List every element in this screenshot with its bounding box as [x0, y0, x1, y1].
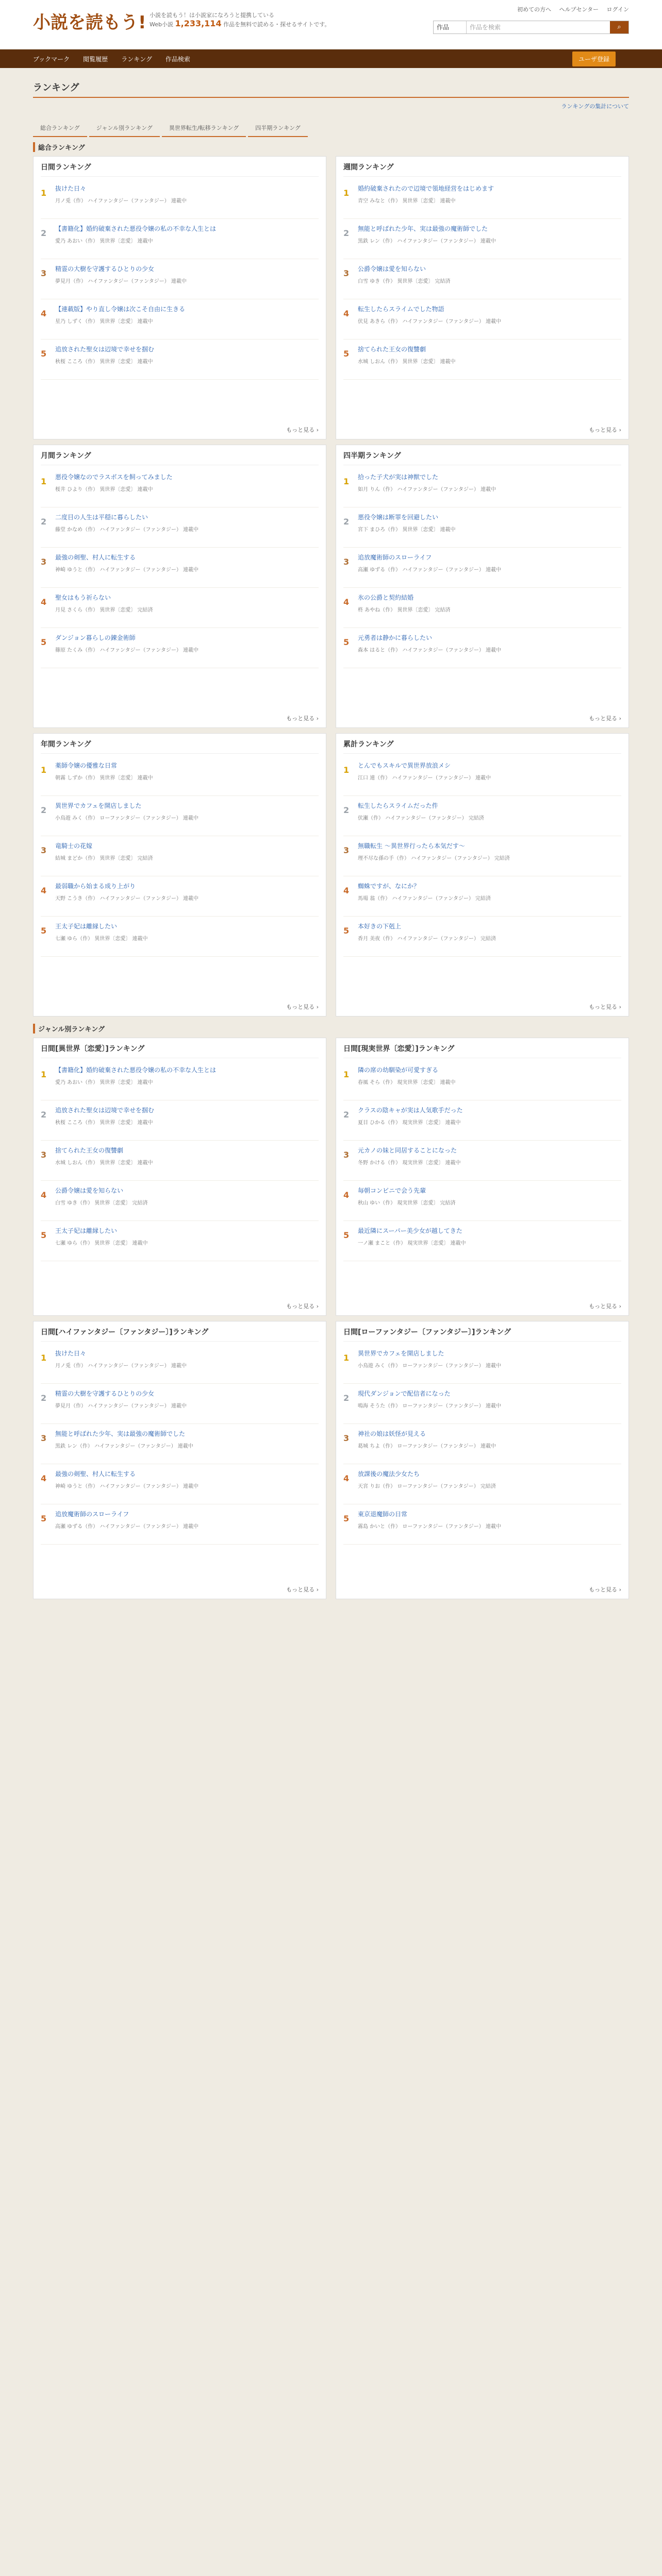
- rank-number: 5: [343, 1514, 350, 1523]
- ranking-item: [41, 259, 319, 299]
- ranking-item: [41, 219, 319, 259]
- novel-title-link[interactable]: 異世界でカフェを開店しました: [55, 802, 142, 809]
- main-content: [33, 77, 629, 1599]
- novel-meta: 黒鉄 レン（作） ハイファンタジー（ファンタジー） 連載中: [358, 239, 496, 244]
- novel-title-link[interactable]: 最弱職から始まる成り上がり: [55, 883, 136, 890]
- ranking-item: [41, 876, 319, 917]
- ranking-item: [343, 1464, 621, 1504]
- novel-meta: 星乃 しずく（作） 異世界〔恋愛〕 連載中: [55, 319, 153, 325]
- nav-search[interactable]: 作品検索: [165, 55, 190, 63]
- novel-title-link[interactable]: 抜けた日々: [55, 185, 87, 192]
- ranking-item: [41, 1181, 319, 1221]
- ranking-card-title: 日間[ローファンタジー〔ファンタジー〕]ランキング: [343, 1327, 621, 1342]
- ranking-item: [343, 340, 621, 380]
- novel-title-link[interactable]: クラスの陰キャが実は人気歌手だった: [358, 1107, 463, 1114]
- search-input[interactable]: 作品を検索: [470, 24, 501, 31]
- rank-number: 3: [41, 845, 47, 855]
- overall-grid: [33, 156, 629, 1016]
- rank-number: 1: [41, 477, 47, 486]
- ranking-item: [41, 1141, 319, 1181]
- rank-number: 3: [41, 557, 47, 567]
- novel-title-link[interactable]: 放課後の魔法少女たち: [358, 1470, 420, 1478]
- novel-title-link[interactable]: 公爵令嬢は愛を知らない: [358, 265, 426, 273]
- ranking-card: [336, 1038, 629, 1316]
- novel-meta: 白雪 ゆき（作） 異世界〔恋愛〕 完結済: [55, 1200, 148, 1206]
- ranking-item: [41, 179, 319, 219]
- novel-title-link[interactable]: 捨てられた王女の復讐劇: [358, 346, 426, 353]
- novel-title-link[interactable]: 追放された聖女は辺境で幸せを掴む: [55, 346, 155, 353]
- ranking-card: [336, 1321, 629, 1599]
- rank-number: 2: [343, 228, 350, 238]
- novel-meta: 理不尽な孫の手（作） ハイファンタジー（ファンタジー） 完結済: [358, 856, 510, 861]
- rank-number: 3: [41, 1150, 47, 1160]
- ranking-item: [41, 1221, 319, 1261]
- novel-title-link[interactable]: 元勇者は静かに暮らしたい: [358, 634, 433, 641]
- ranking-item: [343, 836, 621, 876]
- ranking-card-title: 四半期ランキング: [343, 450, 621, 465]
- tab-genre[interactable]: ジャンル別ランキング: [89, 120, 160, 137]
- tab-isekai[interactable]: 異世界転生/転移ランキング: [162, 120, 246, 137]
- ranking-item: [41, 917, 319, 957]
- novel-title-link[interactable]: 悪役令嬢なのでラスボスを飼ってみました: [55, 473, 173, 481]
- ranking-item: [41, 1424, 319, 1464]
- novel-title-link[interactable]: 薬師令嬢の優雅な日常: [55, 762, 118, 769]
- rank-number: 1: [343, 1070, 350, 1079]
- novel-title-link[interactable]: 王太子妃は離縁したい: [55, 1227, 118, 1234]
- novel-title-link[interactable]: 【連載版】やり直し令嬢は次こそ自由に生きる: [55, 306, 186, 313]
- novel-meta: 七瀬 ゆら（作） 異世界〔恋愛〕 連載中: [55, 936, 148, 942]
- novel-meta: 霧島 かいと（作） ローファンタジー（ファンタジー） 連載中: [358, 1524, 501, 1530]
- rank-number: 3: [343, 268, 350, 278]
- rank-number: 1: [41, 1070, 47, 1079]
- novel-meta: 宮下 まひろ（作） 異世界〔恋愛〕 連載中: [358, 527, 456, 533]
- rank-number: 2: [41, 228, 47, 238]
- novel-meta: 秋桜 こころ（作） 異世界〔恋愛〕 連載中: [55, 1120, 153, 1126]
- ranking-card-title: 累計ランキング: [343, 739, 621, 754]
- rank-number: 1: [343, 765, 350, 775]
- rank-number: 1: [41, 188, 47, 198]
- ranking-tabs: [33, 120, 629, 137]
- rank-number: 2: [41, 1393, 47, 1403]
- ranking-help-link[interactable]: ランキングの集計について: [561, 103, 629, 110]
- rank-number: 3: [343, 1433, 350, 1443]
- search-button[interactable]: [610, 21, 628, 33]
- rank-number: 1: [343, 477, 350, 486]
- more-link[interactable]: もっと見る ›: [589, 427, 621, 433]
- first-time-link[interactable]: 初めての方へ: [517, 6, 552, 13]
- more-link[interactable]: もっと見る ›: [589, 715, 621, 722]
- novel-meta: 高瀬 ゆずる（作） ハイファンタジー（ファンタジー） 連載中: [55, 1524, 199, 1530]
- ranking-item: [343, 548, 621, 588]
- ranking-item: [41, 1504, 319, 1545]
- novel-title-link[interactable]: 最強の剣聖、村人に転生する: [55, 554, 136, 561]
- novel-title-link[interactable]: 婚約破棄されたので辺境で領地経営をはじめます: [358, 185, 494, 192]
- ranking-item: [343, 1384, 621, 1424]
- novel-title-link[interactable]: 捨てられた王女の復讐劇: [55, 1147, 124, 1154]
- ranking-card-title: 月間ランキング: [41, 450, 319, 465]
- rank-number: 4: [343, 1190, 350, 1200]
- novel-title-link[interactable]: 追放魔術師のスローライフ: [55, 1511, 129, 1518]
- novel-meta: 朝霧 しずか（作） 異世界〔恋愛〕 連載中: [55, 775, 153, 781]
- novel-meta: 秋山 ゆい（作） 現実世界〔恋愛〕 完結済: [358, 1200, 456, 1206]
- rank-number: 2: [41, 1110, 47, 1120]
- novel-meta: 冬野 かける（作） 現実世界〔恋愛〕 連載中: [358, 1160, 461, 1166]
- novel-title-link[interactable]: 無能と呼ばれた少年、実は最強の魔術師でした: [55, 1430, 186, 1437]
- nav-history[interactable]: 閲覧履歴: [83, 55, 108, 63]
- novel-title-link[interactable]: 聖女はもう祈らない: [55, 594, 111, 601]
- novel-title-link[interactable]: 追放された聖女は辺境で幸せを掴む: [55, 1107, 155, 1114]
- novel-meta: 神崎 ゆうと（作） ハイファンタジー（ファンタジー） 連載中: [55, 567, 199, 573]
- ranking-card: [33, 733, 326, 1016]
- more-link[interactable]: もっと見る ›: [589, 1004, 621, 1010]
- ranking-item: [343, 507, 621, 548]
- top-links: [511, 5, 629, 13]
- novel-meta: 水城 しおん（作） 異世界〔恋愛〕 連載中: [55, 1160, 153, 1166]
- rank-number: 5: [41, 1230, 47, 1240]
- ranking-item: [343, 588, 621, 628]
- novel-meta: 森本 はると（作） ハイファンタジー（ファンタジー） 連載中: [358, 648, 502, 653]
- ranking-card-title: 年間ランキング: [41, 739, 319, 754]
- rank-number: 3: [343, 1150, 350, 1160]
- ranking-card-title: 週間ランキング: [343, 162, 621, 177]
- novel-title-link[interactable]: ダンジョン暮らしの錬金術師: [55, 634, 136, 641]
- ranking-card-title: 日間ランキング: [41, 162, 319, 177]
- ranking-item: [343, 1344, 621, 1384]
- nav-ranking[interactable]: ランキング: [121, 55, 152, 63]
- search-type-select[interactable]: 作品: [434, 21, 467, 33]
- novel-meta: 白雪 ゆき（作） 異世界〔恋愛〕 完結済: [358, 279, 451, 284]
- ranking-item: [343, 1141, 621, 1181]
- ranking-item: [41, 1344, 319, 1384]
- ranking-card: [336, 156, 629, 439]
- ranking-item: [343, 259, 621, 299]
- novel-title-link[interactable]: 拾った子犬が実は神獣でした: [358, 473, 439, 481]
- novel-meta: 小鳥遊 みく（作） ローファンタジー（ファンタジー） 連載中: [358, 1363, 501, 1369]
- novel-meta: 桜井 ひより（作） 異世界〔恋愛〕 連載中: [55, 487, 153, 493]
- ranking-item: [343, 219, 621, 259]
- novel-meta: 夢見月（作） ハイファンタジー（ファンタジー） 連載中: [55, 1403, 187, 1409]
- ranking-item: [343, 756, 621, 796]
- more-link[interactable]: もっと見る ›: [589, 1303, 621, 1310]
- novel-meta: 篠原 たくみ（作） ハイファンタジー（ファンタジー） 連載中: [55, 648, 199, 653]
- rank-number: 2: [343, 1393, 350, 1403]
- search-icon: ⌕: [617, 23, 621, 31]
- rank-number: 4: [41, 309, 47, 318]
- novel-meta: 天野 こうき（作） ハイファンタジー（ファンタジー） 連載中: [55, 896, 199, 902]
- work-count: 1,233,114: [175, 19, 222, 28]
- novel-meta: 藤堂 かなめ（作） ハイファンタジー（ファンタジー） 連載中: [55, 527, 199, 533]
- tab-overall[interactable]: 総合ランキング: [33, 120, 87, 137]
- novel-meta: 黒鉄 レン（作） ハイファンタジー（ファンタジー） 連載中: [55, 1444, 193, 1449]
- ranking-card: [336, 445, 629, 728]
- novel-meta: 七瀬 ゆら（作） 異世界〔恋愛〕 連載中: [55, 1241, 148, 1246]
- more-link[interactable]: もっと見る ›: [286, 1586, 319, 1593]
- more-link[interactable]: もっと見る ›: [286, 715, 319, 722]
- ranking-item: [41, 507, 319, 548]
- novel-meta: 夏目 ひかる（作） 現実世界〔恋愛〕 連載中: [358, 1120, 461, 1126]
- novel-meta: 春風 そら（作） 現実世界〔恋愛〕 連載中: [358, 1080, 456, 1086]
- novel-title-link[interactable]: とんでもスキルで異世界放浪メシ: [358, 762, 451, 769]
- ranking-item: [41, 467, 319, 507]
- ranking-item: [343, 1221, 621, 1261]
- rank-number: 5: [41, 1514, 47, 1523]
- ranking-card: [33, 1038, 326, 1316]
- novel-meta: 如月 りん（作） ハイファンタジー（ファンタジー） 連載中: [358, 487, 496, 493]
- novel-title-link[interactable]: 悪役令嬢は断罪を回避したい: [358, 514, 439, 521]
- ranking-item: [41, 796, 319, 836]
- novel-meta: 秋桜 こころ（作） 異世界〔恋愛〕 連載中: [55, 359, 153, 365]
- novel-meta: 伏瀬（作） ハイファンタジー（ファンタジー） 完結済: [358, 816, 484, 821]
- rank-number: 5: [343, 637, 350, 647]
- novel-title-link[interactable]: 王太子妃は離縁したい: [55, 923, 118, 930]
- rank-number: 2: [41, 805, 47, 815]
- ranking-card: [336, 733, 629, 1016]
- novel-title-link[interactable]: 毎朝コンビニで会う先輩: [358, 1187, 426, 1194]
- rank-number: 2: [343, 1110, 350, 1120]
- ranking-item: [343, 467, 621, 507]
- novel-title-link[interactable]: 最強の剣聖、村人に転生する: [55, 1470, 136, 1478]
- rank-number: 3: [343, 845, 350, 855]
- novel-meta: 月見 さくら（作） 異世界〔恋愛〕 完結済: [55, 607, 153, 613]
- ranking-item: [41, 299, 319, 340]
- novel-title-link[interactable]: 本好きの下剋上: [358, 923, 402, 930]
- ranking-item: [343, 876, 621, 917]
- rank-number: 4: [41, 1190, 47, 1200]
- nav-bookmark[interactable]: ブックマーク: [33, 55, 70, 63]
- ranking-item: [41, 836, 319, 876]
- more-link[interactable]: もっと見る ›: [286, 427, 319, 433]
- tab-quarter[interactable]: 四半期ランキング: [248, 120, 308, 137]
- novel-title-link[interactable]: 精霊の大樹を守護するひとりの少女: [55, 265, 155, 273]
- rank-number: 5: [343, 349, 350, 359]
- main-nav: [0, 49, 662, 68]
- ranking-item: [41, 1060, 319, 1100]
- ranking-item: [343, 1181, 621, 1221]
- novel-title-link[interactable]: 元カノの妹と同居することになった: [358, 1147, 457, 1154]
- ranking-item: [343, 796, 621, 836]
- ranking-card-title: 日間[異世界〔恋愛〕]ランキング: [41, 1043, 319, 1058]
- novel-title-link[interactable]: 無能と呼ばれた少年、実は最強の魔術師でした: [358, 225, 488, 232]
- novel-title-link[interactable]: 異世界でカフェを開店しました: [358, 1350, 444, 1357]
- novel-meta: 夢見月（作） ハイファンタジー（ファンタジー） 連載中: [55, 279, 187, 284]
- rank-number: 4: [343, 309, 350, 318]
- novel-meta: 愛乃 あおい（作） 異世界〔恋愛〕 連載中: [55, 239, 153, 244]
- novel-meta: 青空 みなと（作） 異世界〔恋愛〕 連載中: [358, 198, 456, 204]
- ranking-card: [33, 156, 326, 439]
- rank-number: 5: [41, 926, 47, 936]
- novel-title-link[interactable]: 最近隣にスーパー美少女が越してきた: [358, 1227, 462, 1234]
- ranking-item: [41, 1384, 319, 1424]
- novel-meta: 伏見 あきら（作） ハイファンタジー（ファンタジー） 連載中: [358, 319, 502, 325]
- rank-number: 2: [41, 517, 47, 527]
- page-title: ランキング: [33, 77, 629, 98]
- ranking-item: [41, 1464, 319, 1504]
- novel-meta: 天宮 りお（作） ローファンタジー（ファンタジー） 完結済: [358, 1484, 496, 1489]
- novel-meta: 香月 美夜（作） ハイファンタジー（ファンタジー） 完結済: [358, 936, 496, 942]
- novel-meta: 馬場 翁（作） ハイファンタジー（ファンタジー） 完結済: [358, 896, 491, 902]
- novel-meta: 月ノ兎（作） ハイファンタジー（ファンタジー） 連載中: [55, 1363, 187, 1369]
- novel-title-link[interactable]: 抜けた日々: [55, 1350, 87, 1357]
- novel-meta: 神崎 ゆうと（作） ハイファンタジー（ファンタジー） 連載中: [55, 1484, 199, 1489]
- rank-number: 2: [343, 805, 350, 815]
- ranking-item: [343, 1100, 621, 1141]
- novel-title-link[interactable]: 竜騎士の花嫁: [55, 842, 93, 850]
- rank-number: 5: [343, 1230, 350, 1240]
- rank-number: 4: [343, 1473, 350, 1483]
- novel-title-link[interactable]: 隣の席の幼馴染が可愛すぎる: [358, 1066, 439, 1074]
- rank-number: 4: [343, 886, 350, 895]
- rank-number: 4: [343, 597, 350, 607]
- ranking-item: [41, 340, 319, 380]
- more-link[interactable]: もっと見る ›: [286, 1004, 319, 1010]
- site-header: [0, 0, 662, 49]
- ranking-item: [41, 756, 319, 796]
- ranking-item: [343, 628, 621, 668]
- genre-section-title: ジャンル別ランキング: [33, 1024, 629, 1033]
- ranking-item: [343, 1424, 621, 1464]
- rank-number: 1: [41, 1353, 47, 1363]
- novel-title-link[interactable]: 蜘蛛ですが、なにか？: [358, 883, 420, 890]
- novel-title-link[interactable]: 無職転生 ～異世界行ったら本気だす～: [358, 842, 465, 850]
- ranking-card: [33, 445, 326, 728]
- ranking-item: [41, 548, 319, 588]
- overall-section-title: 総合ランキング: [33, 142, 629, 152]
- novel-title-link[interactable]: 公爵令嬢は愛を知らない: [55, 1187, 124, 1194]
- rank-number: 3: [343, 557, 350, 567]
- rank-number: 1: [343, 188, 350, 198]
- genre-grid: [33, 1038, 629, 1599]
- ranking-item: [41, 1100, 319, 1141]
- rank-number: 1: [41, 765, 47, 775]
- novel-meta: 柊 あやね（作） 異世界〔恋愛〕 完結済: [358, 607, 451, 613]
- novel-title-link[interactable]: 氷の公爵と契約結婚: [358, 594, 414, 601]
- rank-number: 5: [41, 637, 47, 647]
- rank-number: 5: [41, 349, 47, 359]
- novel-title-link[interactable]: 追放魔術師のスローライフ: [358, 554, 432, 561]
- ranking-item: [343, 1060, 621, 1100]
- novel-title-link[interactable]: 【書籍化】婚約破棄された悪役令嬢の私の不幸な人生とは: [55, 1066, 217, 1074]
- ranking-card: [33, 1321, 326, 1599]
- rank-number: 2: [343, 517, 350, 527]
- novel-meta: 鳴海 そうた（作） ローファンタジー（ファンタジー） 連載中: [358, 1403, 501, 1409]
- novel-title-link[interactable]: 現代ダンジョンで配信者になった: [358, 1390, 451, 1397]
- novel-title-link[interactable]: 二度目の人生は平穏に暮らしたい: [55, 514, 148, 521]
- novel-meta: 愛乃 あおい（作） 異世界〔恋愛〕 連載中: [55, 1080, 153, 1086]
- ranking-card-title: 日間[ハイファンタジー〔ファンタジー〕]ランキング: [41, 1327, 319, 1342]
- ranking-item: [343, 179, 621, 219]
- novel-meta: 月ノ兎（作） ハイファンタジー（ファンタジー） 連載中: [55, 198, 187, 204]
- novel-title-link[interactable]: 転生したらスライムだった件: [358, 802, 438, 809]
- register-button[interactable]: ユーザ登録: [572, 52, 616, 66]
- novel-title-link[interactable]: 【書籍化】婚約破棄された悪役令嬢の私の不幸な人生とは: [55, 225, 217, 232]
- ranking-item: [343, 1504, 621, 1545]
- rank-number: 5: [343, 926, 350, 936]
- site-logo[interactable]: 小説を読もう!: [33, 12, 146, 33]
- novel-title-link[interactable]: 精霊の大樹を守護するひとりの少女: [55, 1390, 155, 1397]
- rank-number: 4: [41, 886, 47, 895]
- novel-meta: 葛城 ちよ（作） ローファンタジー（ファンタジー） 連載中: [358, 1444, 496, 1449]
- search-box: [433, 21, 629, 34]
- novel-meta: 江口 連（作） ハイファンタジー（ファンタジー） 連載中: [358, 775, 491, 781]
- novel-meta: 結城 まどか（作） 異世界〔恋愛〕 完結済: [55, 856, 153, 861]
- login-link[interactable]: ログイン: [606, 6, 629, 13]
- ranking-item: [41, 588, 319, 628]
- rank-number: 4: [41, 1473, 47, 1483]
- ranking-card-title: 日間[現実世界〔恋愛〕]ランキング: [343, 1043, 621, 1058]
- novel-title-link[interactable]: 転生したらスライムでした物語: [358, 306, 444, 313]
- ranking-item: [343, 299, 621, 340]
- novel-meta: 高瀬 ゆずる（作） ハイファンタジー（ファンタジー） 連載中: [358, 567, 502, 573]
- rank-number: 4: [41, 597, 47, 607]
- novel-title-link[interactable]: 神社の娘は妖怪が見える: [358, 1430, 426, 1437]
- novel-meta: 小鳥遊 みく（作） ローファンタジー（ファンタジー） 連載中: [55, 816, 198, 821]
- more-link[interactable]: もっと見る ›: [589, 1586, 621, 1593]
- rank-number: 3: [41, 268, 47, 278]
- rank-number: 3: [41, 1433, 47, 1443]
- rank-number: 1: [343, 1353, 350, 1363]
- novel-meta: 一ノ瀬 まこと（作） 現実世界〔恋愛〕 連載中: [358, 1241, 466, 1246]
- site-tagline: 小説を読もう！は小説家になろうと提携している Web小説 1,233,114 作品を無料で読める・探せるサイトです。: [150, 12, 330, 28]
- help-center-link[interactable]: ヘルプセンター: [559, 6, 599, 13]
- novel-meta: 水城 しおん（作） 異世界〔恋愛〕 連載中: [358, 359, 456, 365]
- more-link[interactable]: もっと見る ›: [286, 1303, 319, 1310]
- ranking-item: [41, 628, 319, 668]
- novel-title-link[interactable]: 東京退魔師の日常: [358, 1511, 408, 1518]
- ranking-item: [343, 917, 621, 957]
